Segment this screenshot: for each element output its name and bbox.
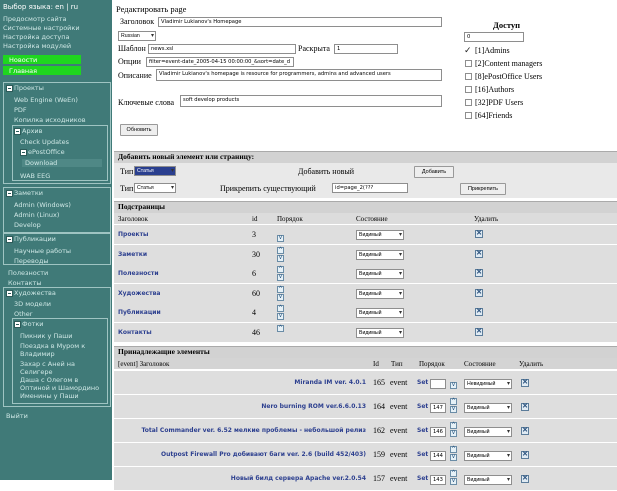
access-item-authors[interactable]: [16]Authors <box>475 85 515 94</box>
sidebar-item-check-updates[interactable]: Check Updates <box>20 138 69 146</box>
move-up-icon[interactable]: ^ <box>277 305 284 312</box>
subpage-title-link[interactable]: Контакты <box>118 328 152 336</box>
expanded-input[interactable]: 1 <box>334 44 398 54</box>
lang-en-link[interactable]: en <box>55 3 64 11</box>
template-input[interactable]: news.xsl <box>148 44 296 54</box>
move-up-icon[interactable]: ^ <box>277 325 284 332</box>
table-row <box>114 303 617 323</box>
type-select-2[interactable]: Статья ▾ <box>134 183 176 193</box>
label-expanded: Раскрыта <box>298 44 330 53</box>
sidebar-item-wab-eeg[interactable]: WAB EEG <box>20 172 51 180</box>
delete-icon[interactable]: ✕ <box>476 230 482 237</box>
table-row <box>114 264 617 284</box>
access-title: Доступ <box>493 20 521 30</box>
order-arrows[interactable] <box>277 266 284 282</box>
subpage-title-link[interactable]: Полезности <box>118 270 159 277</box>
collapse-icon[interactable] <box>14 321 21 328</box>
label-add-new: Добавить новый <box>298 167 354 176</box>
move-up-icon[interactable]: ^ <box>450 446 457 453</box>
move-down-icon[interactable]: v <box>279 293 282 300</box>
element-type: event <box>390 378 408 387</box>
move-up-icon[interactable]: ^ <box>450 470 457 477</box>
sidebar-top-access[interactable]: Настройка доступа <box>3 33 70 41</box>
elements-columns: [event] Заголовок Id Тип Порядок Состояние Удалить <box>114 358 617 370</box>
table-row <box>114 225 617 245</box>
element-type: event <box>390 474 408 483</box>
state-select[interactable]: Видимый ▾ <box>356 308 404 318</box>
sidebar-item-admin-windows[interactable]: Admin (Windows) <box>14 201 71 209</box>
delete-icon[interactable]: ✕ <box>522 427 528 434</box>
order-input[interactable]: 147 <box>430 403 446 413</box>
move-up-icon[interactable]: ^ <box>277 247 284 254</box>
order-arrows[interactable] <box>450 422 457 438</box>
state-select[interactable]: Видимый ▾ <box>356 328 404 338</box>
label-options: Опции <box>118 57 141 66</box>
sidebar-item-notes[interactable]: Заметки <box>6 189 43 197</box>
element-id: 157 <box>373 474 385 483</box>
delete-icon[interactable]: ✕ <box>476 308 482 315</box>
access-item-pdf-users[interactable]: [32]PDF Users <box>475 98 524 107</box>
table-row <box>114 371 617 395</box>
move-up-icon[interactable]: ^ <box>450 422 457 429</box>
subpages-header: Подстраницы <box>114 201 617 213</box>
set-order-link[interactable]: Set <box>417 379 429 386</box>
subpage-title-link[interactable]: Проекты <box>118 231 149 238</box>
move-down-icon[interactable]: v <box>279 274 282 280</box>
label-type-2: Тип <box>120 184 134 193</box>
label-attach: Прикрепить существующий <box>220 184 316 193</box>
access-item-friends[interactable]: [64]Friends <box>475 111 513 120</box>
type-select[interactable]: Статья ▾ <box>134 166 176 176</box>
collapse-icon[interactable] <box>6 236 13 243</box>
delete-icon[interactable]: ✕ <box>522 379 528 386</box>
sidebar-item-sources[interactable]: Копилка исходников <box>14 116 86 124</box>
elements-header: Принадлежащие элементы <box>114 346 617 358</box>
element-type: event <box>390 450 408 459</box>
label-template: Шаблон <box>118 44 146 53</box>
access-value-input[interactable]: 0 <box>464 32 524 42</box>
subpage-id: 60 <box>252 288 260 298</box>
sidebar-item-contacts[interactable]: Контакты <box>8 279 42 287</box>
move-down-icon[interactable]: v <box>279 254 282 261</box>
update-button[interactable]: Обновить <box>120 124 158 136</box>
access-checkbox[interactable] <box>465 112 472 119</box>
set-order-link[interactable]: Set <box>417 475 429 482</box>
element-title-link[interactable]: Outpost Firewall Pro добивают баги ver. 2.6 (build 452/403) <box>161 451 366 458</box>
sidebar-photo-item[interactable]: Пикник у Паши <box>20 332 73 340</box>
sidebar-item-ween[interactable]: Web Engine (WeEn) <box>14 96 78 104</box>
state-select[interactable]: Видимый ▾ <box>356 289 404 299</box>
sidebar-item-useful[interactable]: Полезности <box>8 269 49 277</box>
collapse-icon[interactable] <box>20 149 27 156</box>
element-id: 165 <box>373 378 385 387</box>
order-input[interactable]: 144 <box>430 451 446 461</box>
options-input[interactable]: filter=event-date_2005-04-15 00:00:00_&sort=date_d <box>146 57 294 67</box>
sidebar-top-system[interactable]: Системные настройки <box>3 24 80 32</box>
state-select[interactable]: Видимый ▾ <box>356 269 404 279</box>
subpage-title-link[interactable]: Публикации <box>118 309 161 316</box>
sidebar-item-3d-models[interactable]: 3D модели <box>14 300 51 308</box>
move-down-icon[interactable]: v <box>452 406 455 412</box>
sidebar <box>0 0 112 480</box>
subpage-title-link[interactable]: Заметки <box>118 250 148 258</box>
element-id: 159 <box>373 450 385 459</box>
set-order-link[interactable]: Set <box>417 403 429 410</box>
language-select[interactable]: Russian ▾ <box>118 31 156 41</box>
description-input[interactable]: Vladimir Lukianov's homepage is resource for programmers, admins and advanced users <box>156 69 442 81</box>
element-id: 162 <box>373 426 385 435</box>
order-arrows[interactable] <box>277 305 284 321</box>
lang-ru-link[interactable]: ru <box>70 3 79 11</box>
access-checkbox[interactable] <box>465 73 472 80</box>
state-select[interactable]: Видимый ▾ <box>464 427 512 437</box>
order-arrows[interactable] <box>450 470 457 486</box>
move-down-icon[interactable]: v <box>452 454 455 460</box>
delete-icon[interactable]: ✕ <box>522 475 528 482</box>
subpage-id: 6 <box>252 269 256 278</box>
label-keywords: Ключевые слова <box>118 98 175 107</box>
sidebar-item-photos[interactable]: Фотки <box>14 320 44 328</box>
set-order-link[interactable]: Set <box>417 451 429 458</box>
subpages-columns: Заголовок id Порядок Состояние Удалить <box>114 213 617 225</box>
access-item-epostoffice[interactable]: [8]ePostOffice Users <box>475 72 543 81</box>
sidebar-item-download[interactable]: Download <box>22 159 102 167</box>
checkmark-icon: ✓ <box>464 45 472 55</box>
subpage-id: 3 <box>252 230 256 239</box>
state-select[interactable]: Видимый ▾ <box>464 451 512 461</box>
order-arrows[interactable] <box>450 398 457 414</box>
label-type: Тип <box>120 167 134 176</box>
table-row <box>114 467 617 491</box>
element-title-link[interactable]: Nero burning ROM ver.6.6.0.13 <box>261 403 366 410</box>
table-row <box>114 419 617 443</box>
element-title-link[interactable]: Total Commander ver. 6.52 мелкие проблемы - небольшой релиз <box>141 427 366 434</box>
element-id: 164 <box>373 402 385 411</box>
order-arrows[interactable] <box>450 446 457 462</box>
table-row <box>114 245 617 265</box>
label-description: Описание <box>118 71 152 80</box>
main-panel <box>112 0 617 484</box>
edit-title: Редактировать page <box>116 4 187 14</box>
move-up-icon[interactable]: ^ <box>277 266 284 273</box>
add-button[interactable]: Добавить <box>414 166 454 178</box>
collapse-icon[interactable] <box>6 85 13 92</box>
state-select[interactable]: Видимый ▾ <box>464 403 512 413</box>
sidebar-photo-item[interactable]: Именины у Паши <box>20 392 79 400</box>
sidebar-photo-item[interactable]: Даша с Олегом в Оптиной и Шамордино <box>20 376 100 392</box>
sidebar-item-other[interactable]: Other <box>14 310 33 318</box>
move-down-icon[interactable]: v <box>452 478 455 484</box>
sidebar-item-archive[interactable]: Архив <box>14 127 42 135</box>
order-input[interactable]: 146 <box>430 427 446 437</box>
sidebar-item-develop[interactable]: Develop <box>14 221 41 229</box>
attach-button[interactable]: Прикрепить <box>460 183 506 195</box>
order-input[interactable] <box>430 379 446 389</box>
access-checkbox[interactable] <box>465 99 472 106</box>
sidebar-item-admin-linux[interactable]: Admin (Linux) <box>14 211 60 219</box>
sidebar-item-translations[interactable]: Переводы <box>14 257 49 265</box>
state-select[interactable]: Невидимый ▾ <box>464 379 512 389</box>
order-arrows[interactable] <box>277 286 284 302</box>
access-checkbox[interactable] <box>465 86 472 93</box>
access-checkbox[interactable] <box>465 60 472 67</box>
collapse-icon[interactable] <box>14 128 21 135</box>
element-type: event <box>390 426 408 435</box>
sidebar-item-projects[interactable]: Проекты <box>6 84 44 92</box>
sidebar-item-news[interactable]: Новости <box>3 55 81 64</box>
element-title-link[interactable]: Miranda IM ver. 4.0.1 <box>294 379 366 386</box>
order-arrows[interactable] <box>450 374 457 390</box>
delete-icon[interactable]: ✕ <box>476 269 482 276</box>
order-arrows[interactable] <box>277 227 284 243</box>
state-select[interactable]: Видимый ▾ <box>356 250 404 260</box>
move-up-icon[interactable]: ^ <box>450 398 457 405</box>
sidebar-photo-item[interactable]: Захар с Аней на Селигере <box>20 360 76 376</box>
sidebar-photo-item[interactable]: Поездка в Муром к Владимир <box>20 342 86 358</box>
move-down-icon[interactable]: v <box>279 235 282 241</box>
table-row <box>114 323 617 343</box>
title-input[interactable]: Vladimir Lukianov's Homepage <box>158 17 442 27</box>
add-section-header: Добавить новый элемент или страницу: <box>114 151 617 163</box>
access-item-content-managers[interactable]: [2]Content managers <box>475 59 543 68</box>
language-label: Выбор языка: en | ru <box>3 3 79 11</box>
subpage-id: 4 <box>252 308 256 317</box>
collapse-icon[interactable] <box>6 290 13 297</box>
subpage-id: 30 <box>252 249 260 259</box>
element-title-link[interactable]: Новый билд сервера Apache ver.2.0.54 <box>230 475 366 482</box>
state-select[interactable]: Видимый ▾ <box>464 475 512 485</box>
label-title: Заголовок <box>120 17 155 26</box>
move-down-icon[interactable]: v <box>279 313 282 319</box>
subpage-title-link[interactable]: Художества <box>118 289 161 297</box>
table-row <box>114 443 617 467</box>
sidebar-exit-link[interactable]: Выйти <box>6 412 28 420</box>
sidebar-item-epostoffice[interactable]: ePostOffice <box>20 148 65 156</box>
collapse-icon[interactable] <box>6 190 13 197</box>
delete-icon[interactable]: ✕ <box>522 403 528 410</box>
table-row <box>114 284 617 304</box>
attach-input[interactable]: id=page_2(??? <box>332 183 408 193</box>
delete-icon[interactable]: ✕ <box>522 451 528 458</box>
access-item-admins[interactable]: [1]Admins <box>475 46 510 55</box>
sidebar-top-preview[interactable]: Предосмотр сайта <box>3 15 67 23</box>
sidebar-item-publications[interactable]: Публикации <box>6 235 56 243</box>
order-arrows[interactable] <box>277 247 284 263</box>
move-up-icon[interactable]: ^ <box>277 286 284 293</box>
table-row <box>114 395 617 419</box>
delete-icon[interactable]: ✕ <box>476 288 482 296</box>
sidebar-item-scientific[interactable]: Научные работы <box>14 247 72 255</box>
element-type: event <box>390 402 408 411</box>
sidebar-item-art[interactable]: Художества <box>6 289 56 297</box>
sidebar-top-modules[interactable]: Настройка модулей <box>3 42 72 50</box>
state-select[interactable]: Видимый ▾ <box>356 230 404 240</box>
delete-icon[interactable]: ✕ <box>476 249 482 257</box>
subpage-id: 46 <box>252 327 260 337</box>
order-arrows[interactable] <box>277 325 284 341</box>
sidebar-item-home[interactable]: Главная <box>3 66 81 75</box>
move-down-icon[interactable]: v <box>452 382 455 388</box>
sidebar-item-pdf[interactable]: PDF <box>14 106 27 114</box>
move-down-icon[interactable]: v <box>452 430 455 436</box>
order-input[interactable]: 143 <box>430 475 446 485</box>
keywords-input[interactable]: soft develop products <box>180 95 442 107</box>
delete-icon[interactable]: ✕ <box>476 327 482 335</box>
set-order-link[interactable]: Set <box>417 427 429 434</box>
